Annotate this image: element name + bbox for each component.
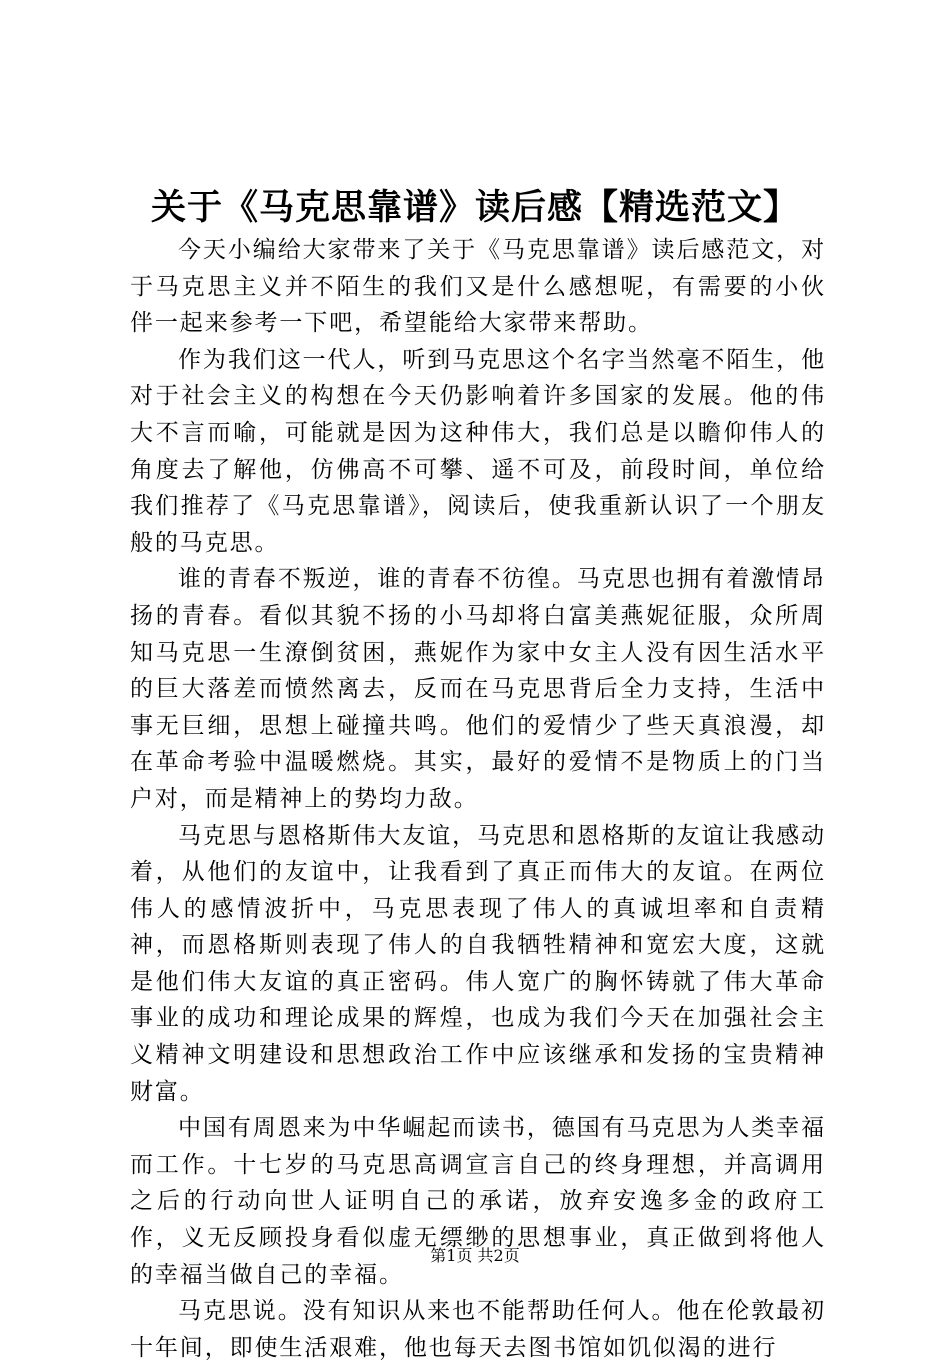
- page-number: 第1页 共2页: [430, 1246, 520, 1265]
- paragraph-2: 作为我们这一代人，听到马克思这个名字当然毫不陌生，他对于社会主义的构想在今天仍影响着许多国家的发展。他的伟大不言而喻，可能就是因为这种伟大，我们总是以瞻仰伟人的角度去了解他，仿佛高不可攀、遥不可及，前段时间，单位给我们推荐了《马克思靠谱》，阅读后，使我重新认识了一个朋友般的马克思。: [130, 346, 826, 556]
- page-footer: [0, 1245, 950, 1267]
- document-title: 关于《马克思靠谱》读后感【精选范文】: [150, 187, 799, 228]
- paragraph-4: 马克思与恩格斯伟大友谊，马克思和恩格斯的友谊让我感动着，从他们的友谊中，让我看到了真正而伟大的友谊。在两位伟人的感情波折中，马克思表现了伟人的真诚坦率和自责精神，而恩格斯则表现了伟人的自我牺牲精神和宽宏大度，这就是他们伟大友谊的真正密码。伟人宽广的胸怀铸就了伟大革命事业的成功和理论成果的辉煌，也成为我们今天在加强社会主义精神文明建设和思想政治工作中应该继承和发扬的宝贵精神财富。: [130, 822, 826, 1105]
- paragraph-6: 马克思说。没有知识从来也不能帮助任何人。他在伦敦最初十年间，即使生活艰难，他也每天去图书馆如饥似渴的进行: [130, 1298, 826, 1361]
- paragraph-5: 中国有周恩来为中华崛起而读书，德国有马克思为人类幸福而工作。十七岁的马克思高调宣言自己的终身理想，并高调用之后的行动向世人证明自己的承诺，放弃安逸多金的政府工作，义无反顾投身看似虚无缥缈的思想事业，真正做到将他人的幸福当做自己的幸福。: [130, 1115, 826, 1288]
- paragraph-1: 今天小编给大家带来了关于《马克思靠谱》读后感范文，对于马克思主义并不陌生的我们又是什么感想呢，有需要的小伙伴一起来参考一下吧，希望能给大家带来帮助。: [130, 237, 826, 337]
- document-body: [130, 232, 826, 1366]
- paragraph-3: 谁的青春不叛逆，谁的青春不彷徨。马克思也拥有着激情昂扬的青春。看似其貌不扬的小马却将白富美燕妮征服，众所周知马克思一生潦倒贫困，燕妮作为家中女主人没有因生活水平的巨大落差而愤然离去，反而在马克思背后全力支持，生活中事无巨细，思想上碰撞共鸣。他们的爱情少了些天真浪漫，却在革命考验中温暖燃烧。其实，最好的爱情不是物质上的门当户对，而是精神上的势均力敌。: [130, 566, 826, 812]
